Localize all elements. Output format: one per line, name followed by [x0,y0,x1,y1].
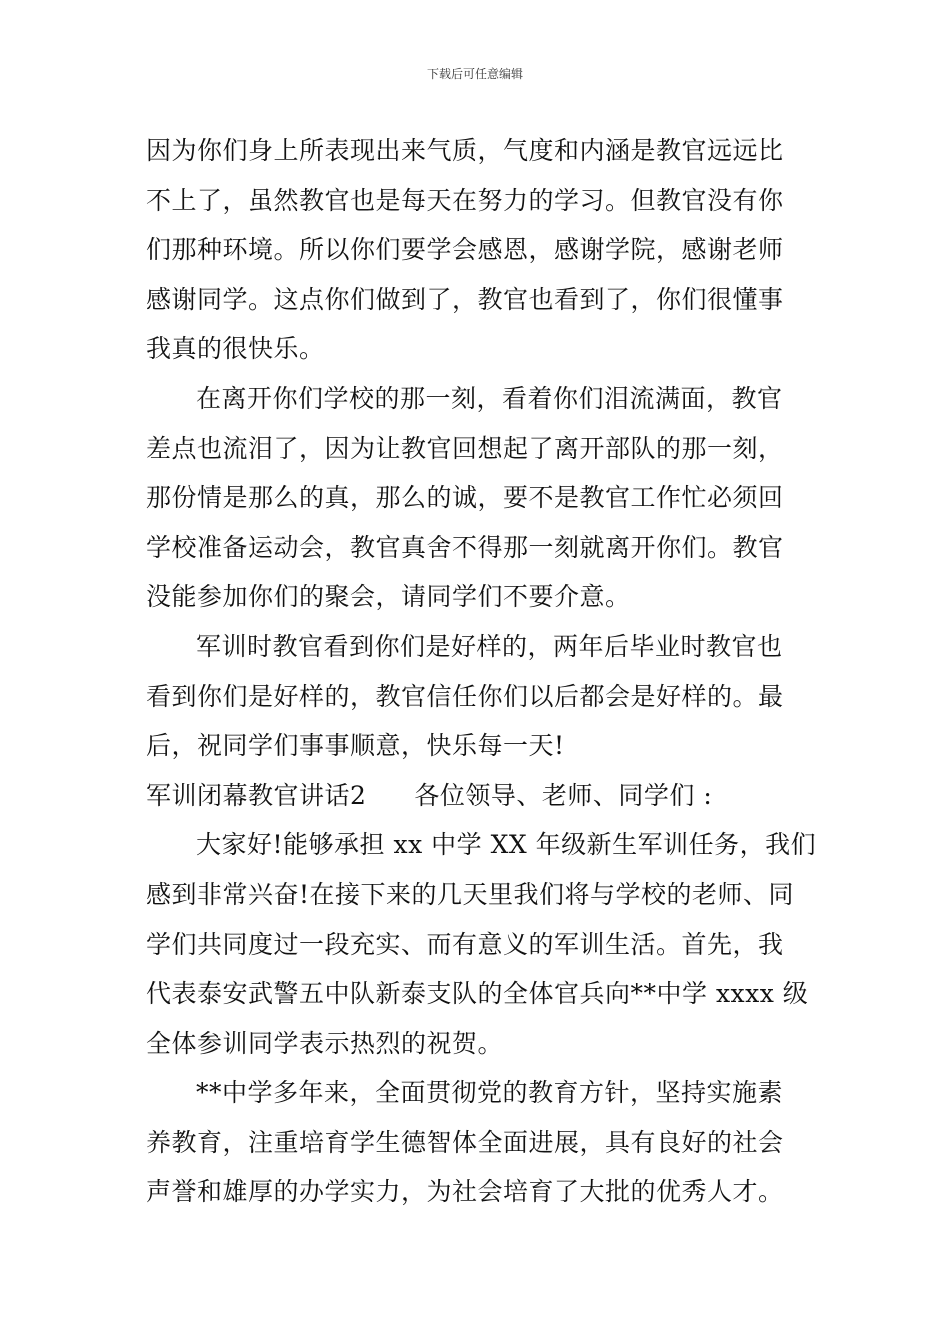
text-line: 我真的很快乐。 [146,334,325,364]
text-line: 看到你们是好样的，教官信任你们以后都会是好样的。最 [146,681,784,711]
text-line: 学校准备运动会，教官真舍不得那一刻就离开你们。教官 [146,532,784,562]
paragraph-first-line: 大家好!能够承担 xx 中学 XX 年级新生军训任务，我们 [196,830,817,860]
text-line: 养教育，注重培育学生德智体全面进展，具有良好的社会 [146,1127,784,1157]
text-line: 没能参加你们的聚会，请同学们不要介意。 [146,582,631,612]
paragraph-first-line: 军训时教官看到你们是好样的，两年后毕业时教官也 [196,631,783,661]
salutation: 各位领导、老师、同学们 : [414,780,713,810]
text-line: 差点也流泪了，因为让教官回想起了离开部队的那一刻， [146,433,784,463]
document-body [146,126,817,1217]
paragraph-first-line: **中学多年来，全面贯彻党的教育方针，坚持实施素 [196,1078,784,1108]
text-line: 感到非常兴奋!在接下来的几天里我们将与学校的老师、同 [146,879,795,909]
text-line: 后，祝同学们事事顺意，快乐每一天! [146,731,565,761]
text-line: 代表泰安武警五中队新泰支队的全体官兵向**中学 xxxx 级 [146,979,809,1009]
paragraph-first-line: 在离开你们学校的那一刻，看着你们泪流满面，教官 [196,383,783,413]
section-heading-line [146,771,808,821]
section-title: 军训闭幕教官讲话2 [146,780,367,810]
text-line: 声誉和雄厚的办学实力，为社会培育了大批的优秀人才。 [146,1177,784,1207]
text-line: 学们共同度过一段充实、而有意义的军训生活。首先，我 [146,929,784,959]
text-line: 们那种环境。所以你们要学会感恩，感谢学院，感谢老师 [146,235,784,265]
text-line: 全体参训同学表示热烈的祝贺。 [146,1028,504,1058]
text-line: 因为你们身上所表现出来气质，气度和内涵是教官远远比 [146,136,784,165]
text-line: 那份情是那么的真，那么的诚，要不是教官工作忙必须回 [146,483,784,513]
text-line: 不上了，虽然教官也是每天在努力的学习。但教官没有你 [146,185,784,215]
text-line: 感谢同学。这点你们做到了，教官也看到了，你们很懂事 [146,284,784,314]
page-header-note: 下载后可任意编辑 [426,67,523,81]
